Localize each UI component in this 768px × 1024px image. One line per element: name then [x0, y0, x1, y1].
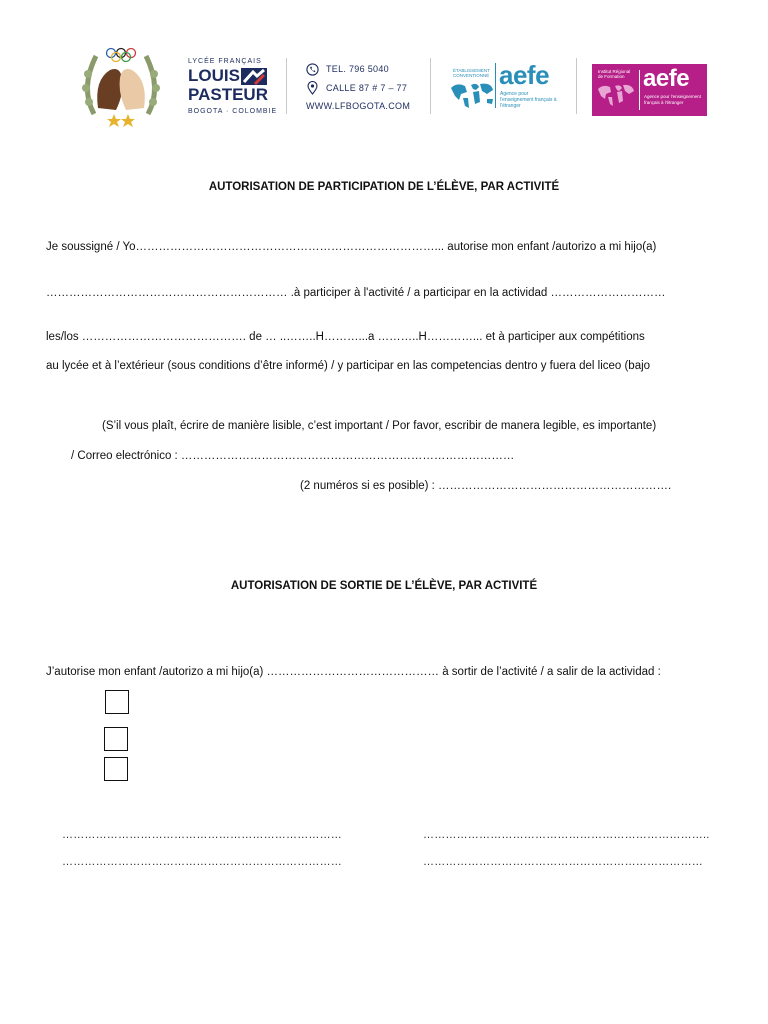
header-divider [430, 58, 431, 114]
aefe2-wordmark: aefe [643, 65, 690, 92]
school-name-louis: LOUIS [188, 66, 240, 85]
email-line: / Correo electrónico : …………………………………………………………………………… [71, 450, 515, 462]
exit-title: AUTORISATION DE SORTIE DE L’ÉLÈVE, PAR ACTIVITÉ [230, 580, 538, 592]
world-map-icon [449, 80, 495, 110]
aefe-logo-irf [592, 64, 707, 116]
phone-icon [306, 63, 319, 76]
exit-authorization-line: J’autorise mon enfant /autorizo a mi hijo(a) ……………………………………… à sortir de l’activité / a salir de la actividad : [46, 666, 661, 678]
world-map-icon [596, 82, 636, 108]
aefe2-divider [639, 70, 640, 110]
signature-line-right: ………………………………………………………………… [423, 856, 703, 868]
phone-numbers-line: (2 numéros si es posible) : ……………………………………………………. [300, 480, 672, 492]
legibility-note: (S’il vous plaît, écrire de manière lisible, c’est important / Por favor, escribir de manera legible, es importante) [102, 420, 657, 432]
aefe2-small-label: Institut Régional de Formation [598, 69, 631, 79]
header-divider [576, 58, 577, 114]
school-label-top: LYCÉE FRANÇAIS [188, 58, 262, 65]
participation-title: AUTORISATION DE PARTICIPATION DE L’ÉLÈVE, PAR ACTIVITÉ [208, 181, 560, 193]
exit-option-checkbox[interactable] [105, 690, 129, 714]
signature-line-left: ………………………………………………………………… [62, 856, 342, 868]
schedule-line: les/los ……………………………………. de … ..……..H………...a ………..H…………... et à participer aux compétitions [46, 331, 645, 343]
location-pin-icon [307, 81, 318, 95]
exit-option-checkbox[interactable] [104, 757, 128, 781]
header-divider [286, 58, 287, 114]
child-activity-line: ……………………………………………………… .à participer à l'activité / a participar en la actividad ………………………… [46, 287, 666, 299]
school-name-pasteur: PASTEUR [188, 85, 268, 104]
aefe1-divider [495, 63, 496, 108]
school-flag-icon [241, 68, 267, 85]
aefe2-subtitle: Agence pour l'enseignement français à l'étranger [644, 94, 701, 105]
phone-number: TEL. 796 5040 [326, 64, 389, 74]
signature-line-right: ………………………………………………………………….. [423, 829, 710, 841]
competitions-line: au lycée et à l’extérieur (sous conditions d’être informé) / y participar en las competencias dentro y fuera del liceo (bajo [46, 360, 651, 372]
school-address: CALLE 87 # 7 – 77 [326, 83, 408, 93]
aefe1-subtitle: Agence pour l'enseignement français à l'étranger [500, 91, 557, 109]
school-website: WWW.LFBOGOTA.COM [306, 101, 411, 111]
aefe1-small-label: ÉTABLISSEMENT CONVENTIONNÉ [453, 68, 490, 78]
school-emblem-logo [76, 44, 166, 128]
parent-name-line: Je soussigné / Yo……………………………………………………………………... autorise mon enfant /autorizo a mi hijo(a) [46, 241, 657, 253]
signature-line-left: ………………………………………………………………… [62, 829, 342, 841]
aefe1-wordmark: aefe [499, 60, 550, 90]
exit-option-checkbox[interactable] [104, 727, 128, 751]
school-city: BOGOTA · COLOMBIE [188, 108, 278, 115]
